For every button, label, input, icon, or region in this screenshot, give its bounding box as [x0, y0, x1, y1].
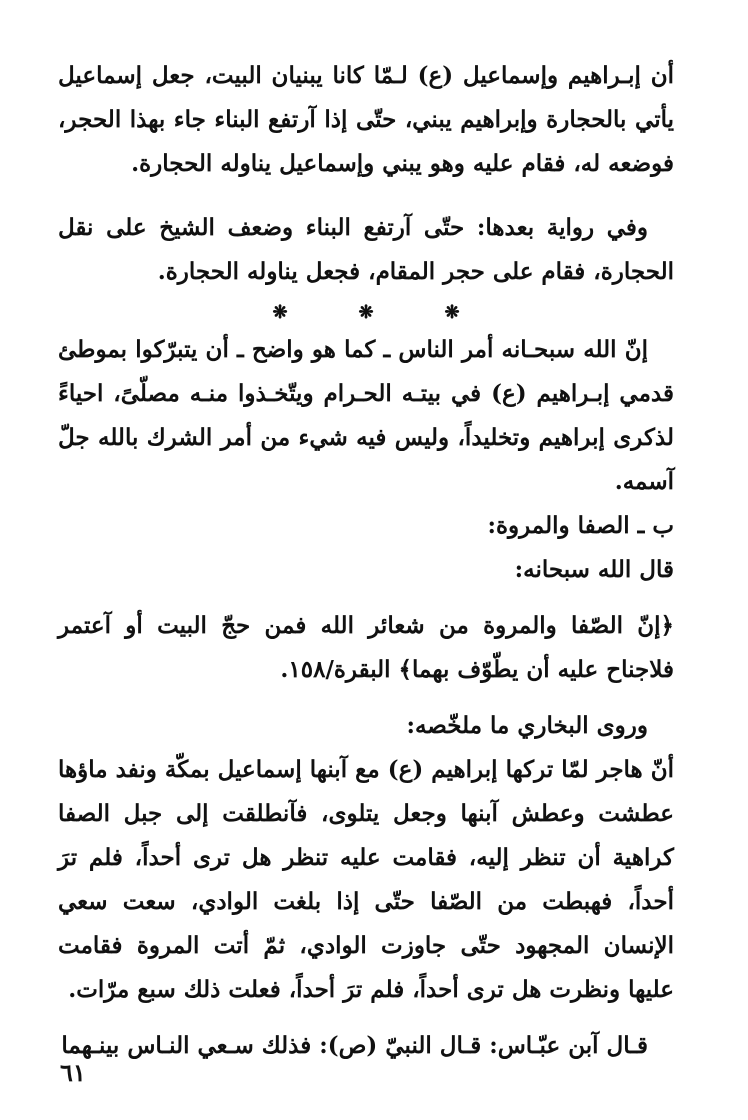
paragraph-building-story: أن إبـراهيم وإسماعيل (ع) لـمّا كانا يبنيان البيت، جعل إسماعيل يأتي بالحجارة وإبراهيم يبني، حتّى إذا آرتفع البناء جاء بهذا الحجر، فوضعه له، فقام عليه وهو يبني وإسماعيل يناوله الحجارة.: [58, 62, 674, 177]
paragraph-ibn-abbas: قـال آبن عبّـاس: قـال النبيّ (ص): فذلك سـعي النـاس بينـهما: [61, 1032, 648, 1059]
star-ornament-icon: ❋: [444, 302, 460, 323]
star-ornament-icon: ❋: [358, 302, 374, 323]
section-heading-safa-marwa: ب ـ الصفا والمروة:: [487, 512, 674, 539]
section-divider-stars: [58, 294, 674, 328]
quote-intro: قال الله سبحانه:: [514, 556, 674, 583]
page-number: ٦١: [60, 1058, 86, 1087]
star-ornament-icon: ❋: [272, 302, 288, 323]
paragraph-hajar-story: أنّ هاجر لمّا تركها إبراهيم (ع) مع آبنها إسماعيل بمكّة ونفد ماؤها عطشت وعطش آبنها وجعل يتلوى، فآنطلقت إلى جبل الصفا كراهية أن تنظر إليه، فقامت عليه تنظر هل ترى أحداً، فلم ترَ أحداً، فهبطت من الصّفا حتّى إذا بلغت الوادي، سعت سعي الإنسان المجهود حتّى جاوزت الوادي، ثمّ أتت المروة فقامت عليها ونظرت هل ترى أحداً، فلم ترَ أحداً، فعلت ذلك سبع مرّات.: [58, 756, 674, 1003]
quran-verse: ﴿إنّ الصّفا والمروة من شعائر الله فمن حجّ البيت أو آعتمر فلاجناح عليه أن يطّوّف بهما﴾ البقرة/١٥٨.: [58, 612, 674, 683]
paragraph-narration-variant: وفي رواية بعدها: حتّى آرتفع البناء وضعف الشيخ على نقل الحجارة، فقام على حجر المقام، فجعل يناوله الحجارة.: [58, 214, 674, 285]
page-body: [58, 54, 674, 1094]
paragraph-commentary: إنّ الله سبحـانه أمر الناس ـ كما هو واضح ـ أن يتبرّكوا بموطئ قدمي إبـراهيم (ع) في بيتـه الحـرام ويتّخـذوا منـه مصلّىً، احياءً لذكرى إبراهيم وتخليداً، وليس فيه شيء من أمر الشرك بالله جلّ آسمه.: [58, 336, 674, 495]
bukhari-intro: وروى البخاري ما ملخّصه:: [406, 712, 648, 739]
